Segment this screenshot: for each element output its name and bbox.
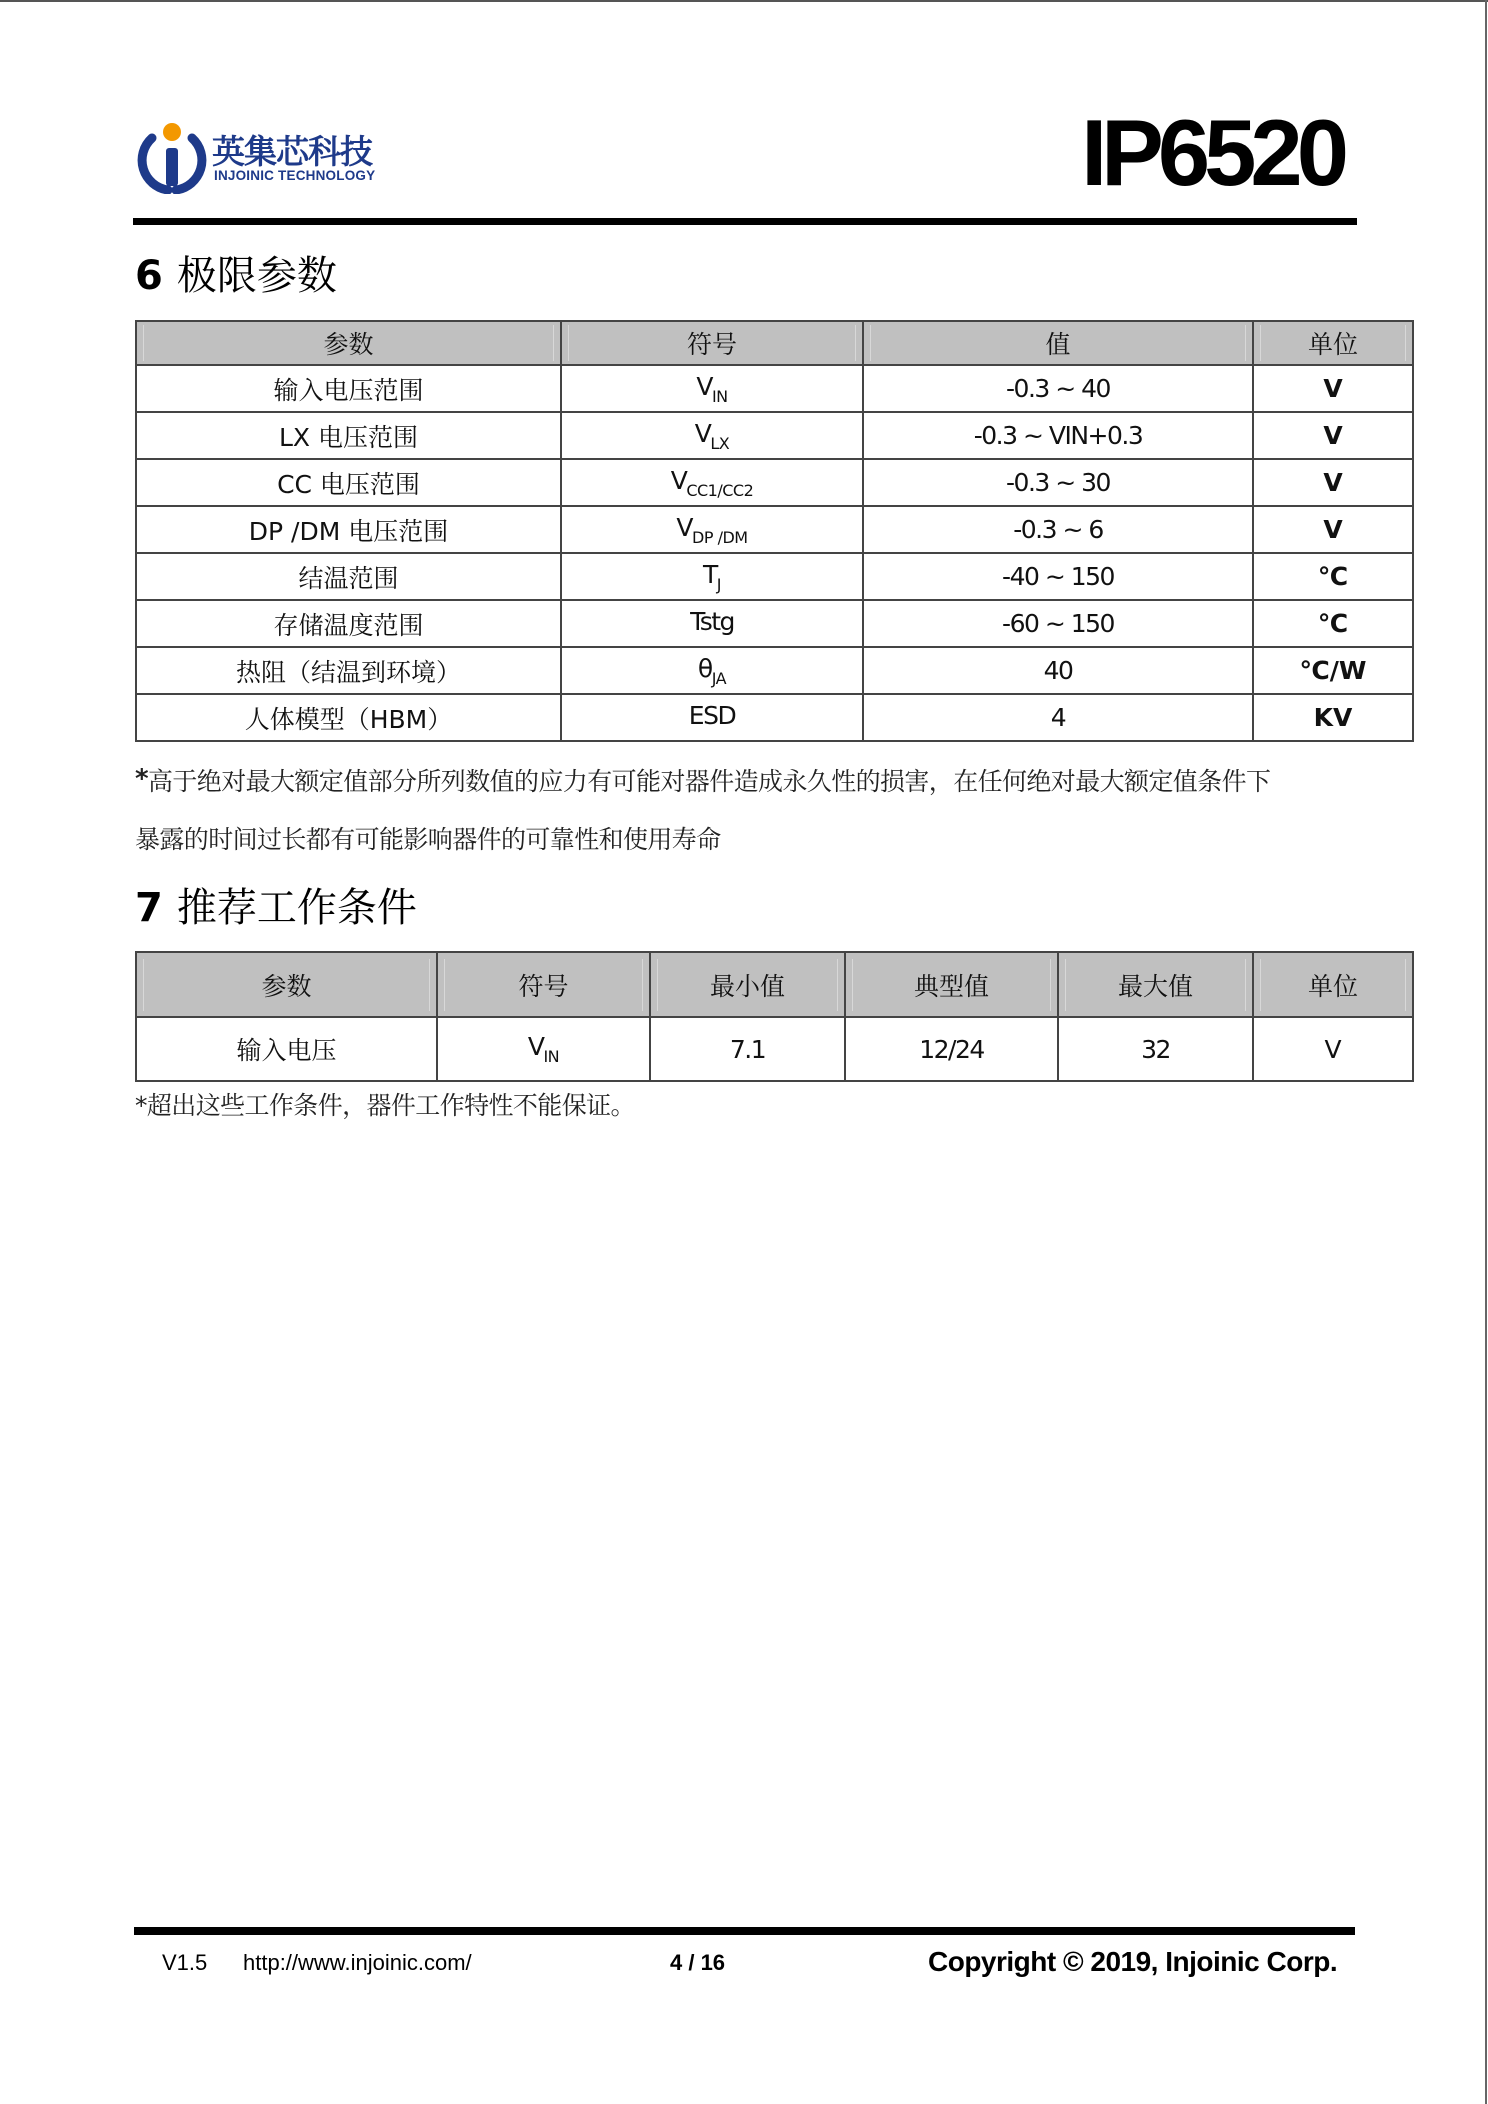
param-cell: 热阻（结温到环境） <box>136 647 561 694</box>
section-number: 7 <box>135 885 163 931</box>
symbol-cell: $V_{IN}$ <box>437 1017 650 1081</box>
param-cell: 存储温度范围 <box>136 600 561 647</box>
table-row <box>136 1017 1413 1081</box>
section-number: 6 <box>135 253 163 299</box>
footer-copyright: Copyright © 2019, Injoinic Corp. <box>928 1946 1338 1977</box>
symbol-cell: $\theta_{JA}$ <box>561 647 863 694</box>
unit-cell: V <box>1253 412 1413 459</box>
column-header: 参数 <box>136 321 561 365</box>
table-row <box>136 459 1413 506</box>
symbol-cell: Tstg <box>561 600 863 647</box>
value-cell: 40 <box>863 647 1253 694</box>
unit-cell: KV <box>1253 694 1413 741</box>
header-rule <box>133 218 1357 225</box>
value-cell: -0.3 ~ 30 <box>863 459 1253 506</box>
company-logo <box>134 118 394 194</box>
absolute-max-ratings-table <box>135 320 1414 742</box>
abs-max-note-line-1: *高于绝对最大额定值部分所列数值的应力有可能对器件造成永久性的损害，在任何绝对最大额定值条件下 <box>135 764 1271 796</box>
column-header: 最小值 <box>650 952 845 1017</box>
recommended-conditions-note: *超出这些工作条件，器件工作特性不能保证。 <box>135 1091 635 1120</box>
symbol-cell: ESD <box>561 694 863 741</box>
unit-cell: V <box>1253 459 1413 506</box>
footer-rule <box>134 1927 1355 1935</box>
table-row <box>136 600 1413 647</box>
column-header: 值 <box>863 321 1253 365</box>
param-cell: CC 电压范围 <box>136 459 561 506</box>
footer-page-number: 4 / 16 <box>670 1950 726 1975</box>
symbol-cell: $V_{IN}$ <box>561 365 863 412</box>
page-top-border <box>0 0 1488 2</box>
unit-cell: V <box>1253 365 1413 412</box>
unit-cell: ℃ <box>1253 600 1413 647</box>
symbol-cell: $V_{LX}$ <box>561 412 863 459</box>
value-cell: -40 ~ 150 <box>863 553 1253 600</box>
logo-chinese-text: 英集芯科技 <box>212 132 372 171</box>
table-row <box>136 647 1413 694</box>
page-right-border <box>1485 0 1487 2104</box>
param-cell: 输入电压范围 <box>136 365 561 412</box>
symbol-cell: $V_{CC1/CC2}$ <box>561 459 863 506</box>
column-header: 单位 <box>1253 952 1413 1017</box>
recommended-conditions-table <box>135 951 1414 1082</box>
unit-cell: V <box>1253 1017 1413 1081</box>
param-cell: DP /DM 电压范围 <box>136 506 561 553</box>
unit-cell: ℃/W <box>1253 647 1413 694</box>
typ-cell: 12/24 <box>845 1017 1058 1081</box>
param-cell: 结温范围 <box>136 553 561 600</box>
section-7-heading <box>135 876 417 933</box>
unit-cell: V <box>1253 506 1413 553</box>
column-header: 最大值 <box>1058 952 1253 1017</box>
param-cell: LX 电压范围 <box>136 412 561 459</box>
value-cell: -0.3 ~ 6 <box>863 506 1253 553</box>
table-header-row <box>136 321 1413 365</box>
column-header: 参数 <box>136 952 437 1017</box>
max-cell: 32 <box>1058 1017 1253 1081</box>
value-cell: -60 ~ 150 <box>863 600 1253 647</box>
injoinic-logo-icon <box>134 118 210 194</box>
table-row <box>136 694 1413 741</box>
product-title: IP6520 <box>1081 100 1343 205</box>
value-cell: 4 <box>863 694 1253 741</box>
footer-url-link[interactable]: http://www.injoinic.com/ <box>243 1950 472 1975</box>
asterisk: * <box>135 764 148 794</box>
table-row <box>136 412 1413 459</box>
param-cell: 输入电压 <box>136 1017 437 1081</box>
symbol-cell: $V_{DP /DM}$ <box>561 506 863 553</box>
value-cell: -0.3 ~ VIN+0.3 <box>863 412 1253 459</box>
section-title: 推荐工作条件 <box>176 885 417 931</box>
section-6-heading <box>135 244 337 301</box>
unit-cell: ℃ <box>1253 553 1413 600</box>
table-header-row <box>136 952 1413 1017</box>
table-row <box>136 506 1413 553</box>
symbol-cell: $T_J$ <box>561 553 863 600</box>
table-row <box>136 553 1413 600</box>
column-header: 典型值 <box>845 952 1058 1017</box>
param-cell: 人体模型（HBM） <box>136 694 561 741</box>
abs-max-note-line-2: 暴露的时间过长都有可能影响器件的可靠性和使用寿命 <box>135 825 721 854</box>
column-header: 符号 <box>437 952 650 1017</box>
table-row <box>136 365 1413 412</box>
section-title: 极限参数 <box>176 253 337 299</box>
column-header: 符号 <box>561 321 863 365</box>
logo-english-text: INJOINIC TECHNOLOGY <box>214 168 376 183</box>
column-header: 单位 <box>1253 321 1413 365</box>
footer-version: V1.5 <box>162 1950 208 1975</box>
min-cell: 7.1 <box>650 1017 845 1081</box>
value-cell: -0.3 ~ 40 <box>863 365 1253 412</box>
